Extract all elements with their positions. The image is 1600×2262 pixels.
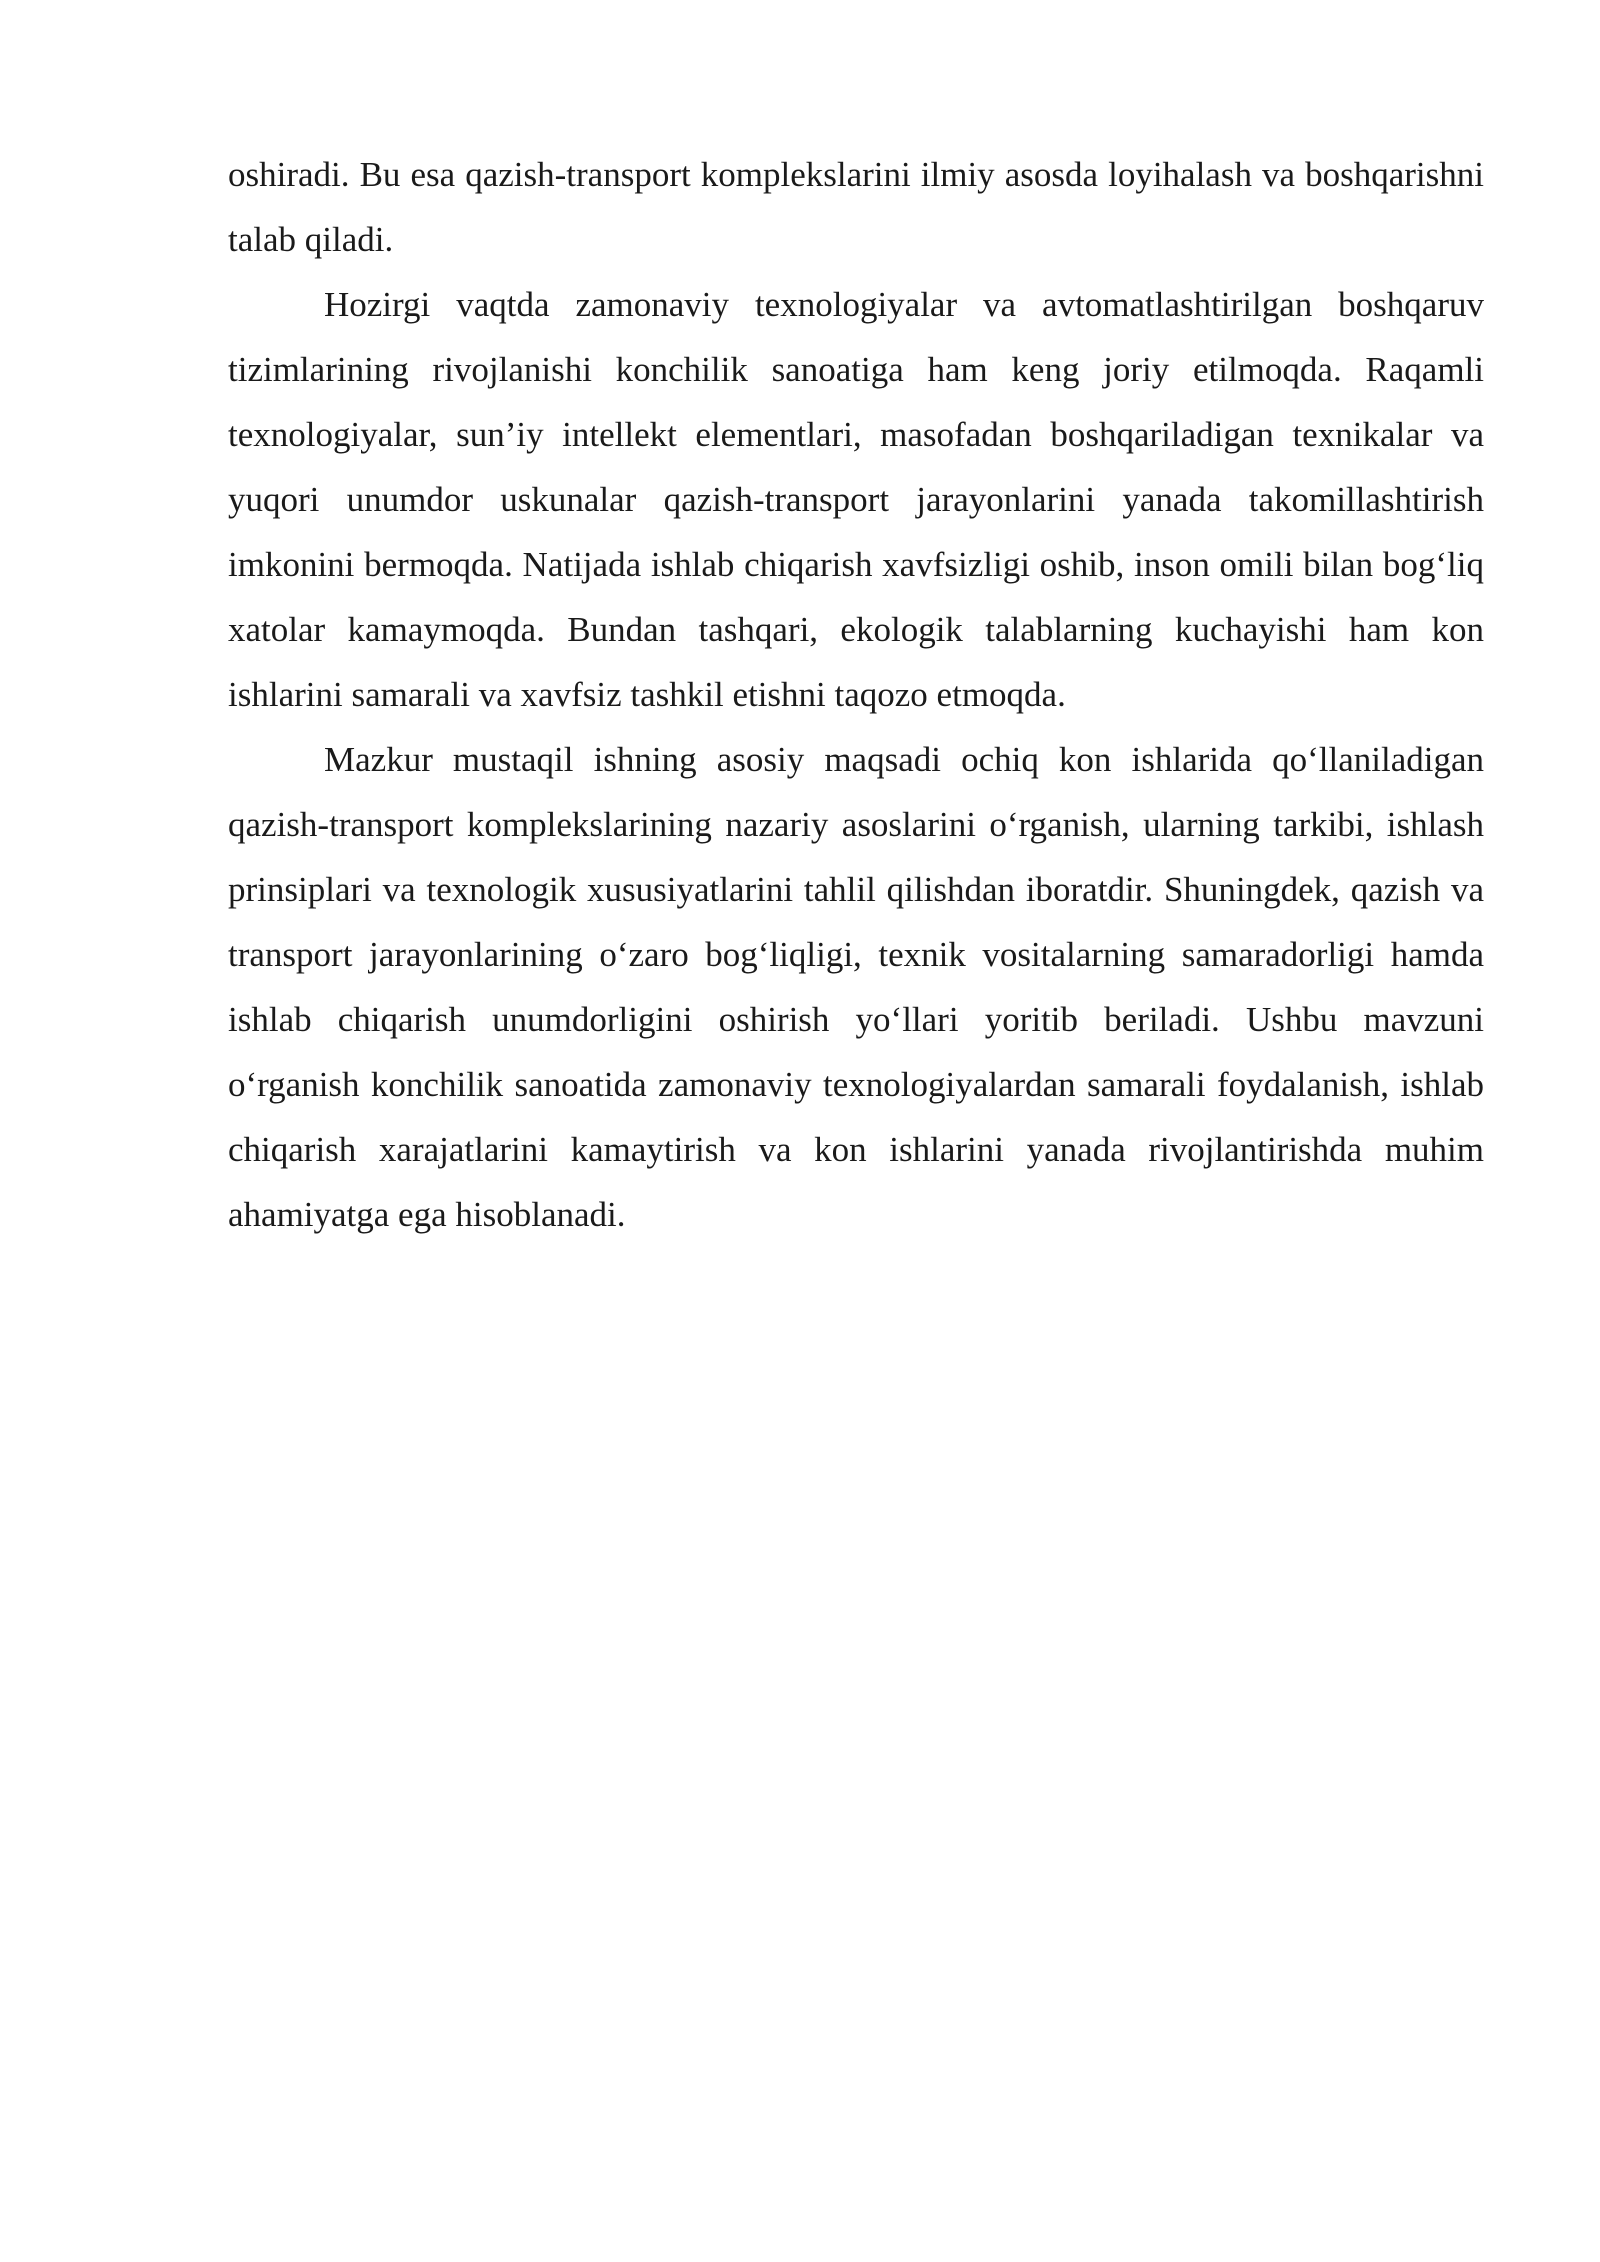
paragraph-modern-technologies: Hozirgi vaqtda zamonaviy texnologiyalar va avtomatlashtirilgan boshqaruv tizimlarining rivojlanishi konchilik sanoatiga ham keng joriy etilmoqda. Raqamli texnologiyalar, sun’iy intellekt elementlari, masofadan boshqariladigan texnikalar va yuqori unumdor uskunalar qazish-transport jarayonlarini yanada takomillashtirish imkonini bermoqda. Natijada ishlab chiqarish xavfsizligi oshib, inson omili bilan bog‘liq xatolar kamaymoqda. Bundan tashqari, ekologik talablarning kuchayishi ham kon ishlarini samarali va xavfsiz tashkil etishni taqozo etmoqda.	[228, 285, 1484, 714]
paragraph-continuation: oshiradi. Bu esa qazish-transport komplekslarini ilmiy asosda loyihalash va boshqarishni talab qiladi.	[228, 155, 1484, 259]
paragraph-work-purpose: Mazkur mustaqil ishning asosiy maqsadi ochiq kon ishlarida qo‘llaniladigan qazish-transport komplekslarining nazariy asoslarini o‘rganish, ularning tarkibi, ishlash prinsiplari va texnologik xususiyatlarini tahlil qilishdan iboratdir. Shuningdek, qazish va transport jarayonlarining o‘zaro bog‘liqligi, texnik vositalarning samaradorligi hamda ishlab chiqarish unumdorligini oshirish yo‘llari yoritib beriladi. Ushbu mavzuni o‘rganish konchilik sanoatida zamonaviy texnologiyalardan samarali foydalanish, ishlab chiqarish xarajatlarini kamaytirish va kon ishlarini yanada rivojlantirishda muhim ahamiyatga ega hisoblanadi.	[228, 740, 1484, 1234]
document-body	[228, 142, 1484, 1247]
